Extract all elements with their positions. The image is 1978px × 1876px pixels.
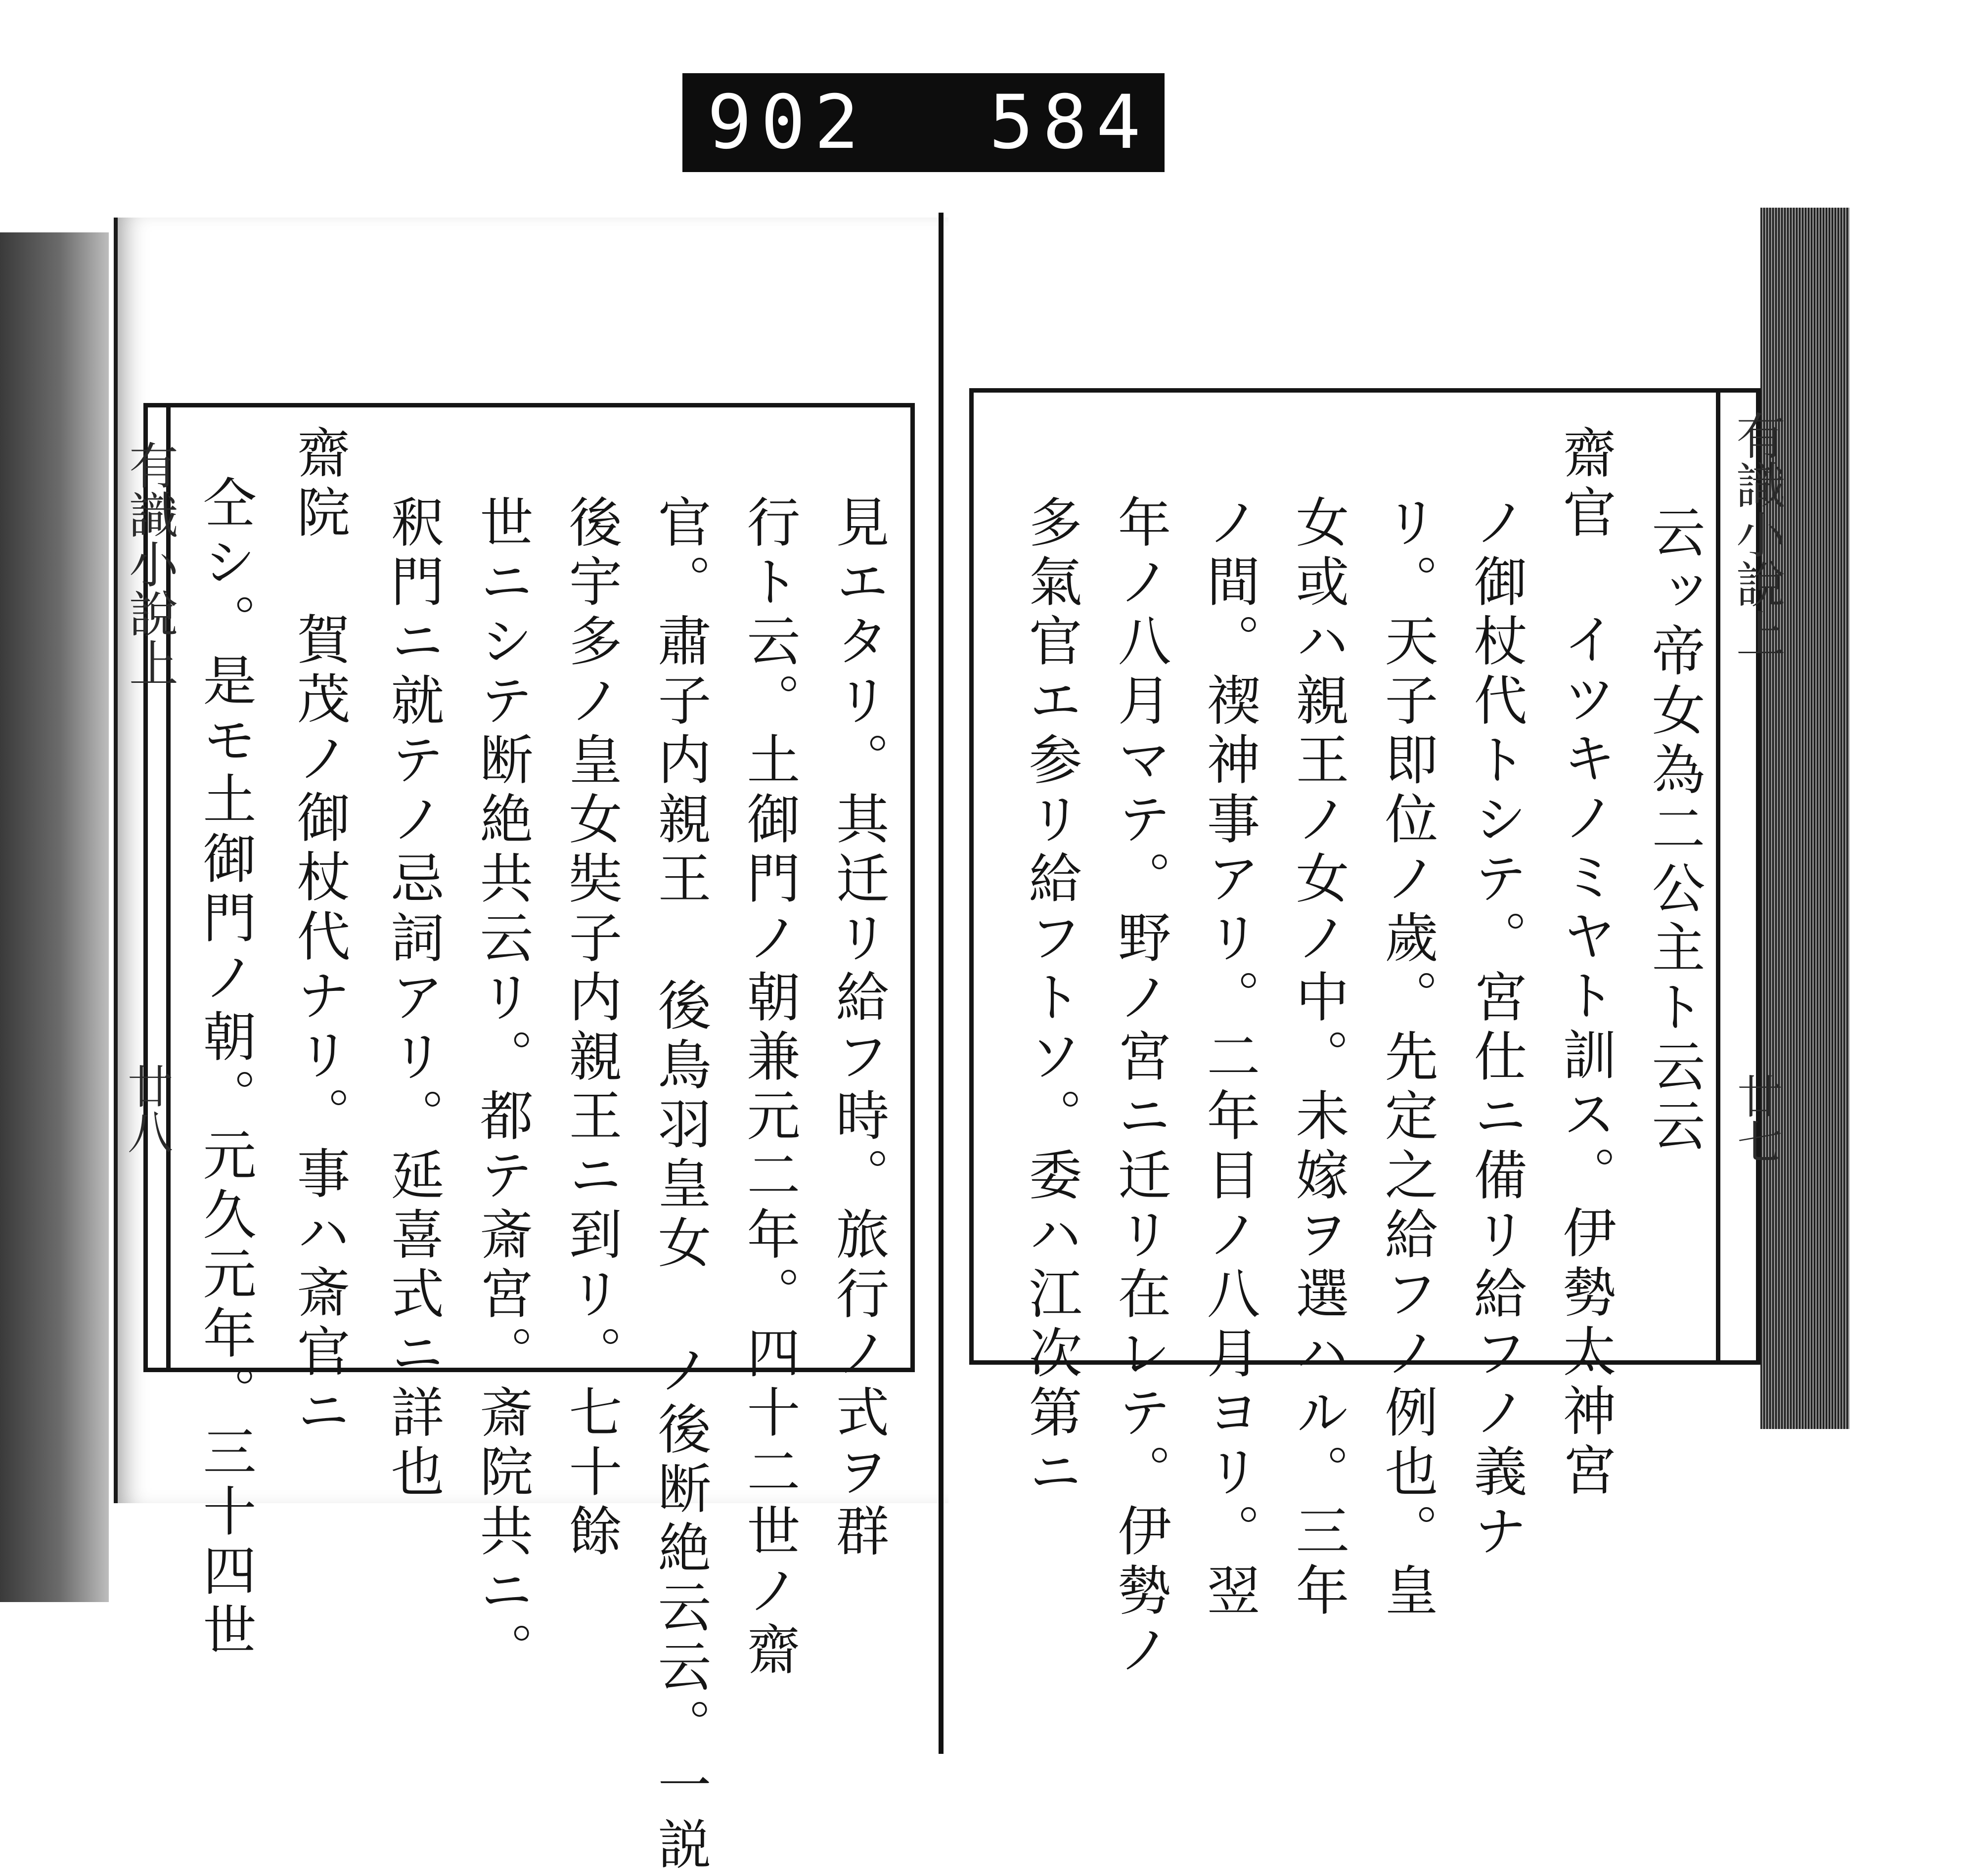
right-column-1: 云ッ帝女為二公主ト云云: [1643, 504, 1705, 1157]
left-column-7: 齋院 賀茂ノ御杖代ナリ。事ハ斎官ニ: [288, 425, 350, 1442]
page-gutter-divider: [939, 213, 944, 1754]
left-folio: 廿八: [120, 1063, 173, 1154]
left-column-1: 見エタリ。其迁リ給フ時。旅行ノ式ヲ群: [827, 494, 889, 1563]
left-column-5: 世ニシテ断絶共云リ。都テ斎宮。斎院共ニ。: [471, 494, 533, 1681]
right-margin-rule: [1716, 388, 1720, 1365]
catalog-number-right: 584.: [989, 80, 1204, 166]
right-folio: 廿七: [1730, 1073, 1783, 1164]
left-running-head: 有識小說上: [121, 440, 179, 687]
book-spine-shadow: [0, 232, 109, 1602]
page-edges: [1760, 208, 1849, 1429]
right-column-7: 年ノ八月マテ。野ノ宮ニ迁リ在レテ。伊勢ノ: [1109, 494, 1170, 1681]
left-column-2: 行ト云。土御門ノ朝兼元二年。四十二世ノ齋: [738, 494, 800, 1681]
catalog-label: [682, 73, 1204, 172]
right-column-8: 多氣官エ参リ給フトソ。委ハ江次第ニ: [1020, 494, 1081, 1503]
catalog-number-left: 902: [707, 80, 868, 166]
right-column-2: 齋官 イツキノミヤト訓ス。伊勢太神宮: [1554, 425, 1616, 1502]
right-column-3: ノ御杖代トシテ。宮仕ニ備リ給フノ義ナ: [1465, 494, 1527, 1563]
right-text-frame: [969, 388, 1760, 1365]
right-column-6: ノ間。禊神事アリ。二年目ノ八月ヨリ。翌: [1198, 494, 1259, 1622]
left-column-6: 釈門ニ就テノ忌詞アリ。延喜式ニ詳也: [382, 494, 444, 1503]
right-column-5: 女或ハ親王ノ女ノ中。未嫁ヲ選ハル。三年: [1287, 494, 1349, 1622]
right-running-head: 有識小說上: [1728, 410, 1786, 658]
left-column-3: 官。肅子内親王 後鳥羽皇女 ノ後断絶云云。一説: [649, 494, 711, 1876]
right-column-4: リ。天子即位ノ歲。先定之給フノ例也。皇: [1376, 494, 1438, 1622]
left-column-4: 後宇多ノ皇女奘子内親王ニ到リ。七十餘: [560, 494, 622, 1563]
left-column-8: 仝シ。是モ土御門ノ朝。元久元年。三十四世: [194, 475, 256, 1661]
